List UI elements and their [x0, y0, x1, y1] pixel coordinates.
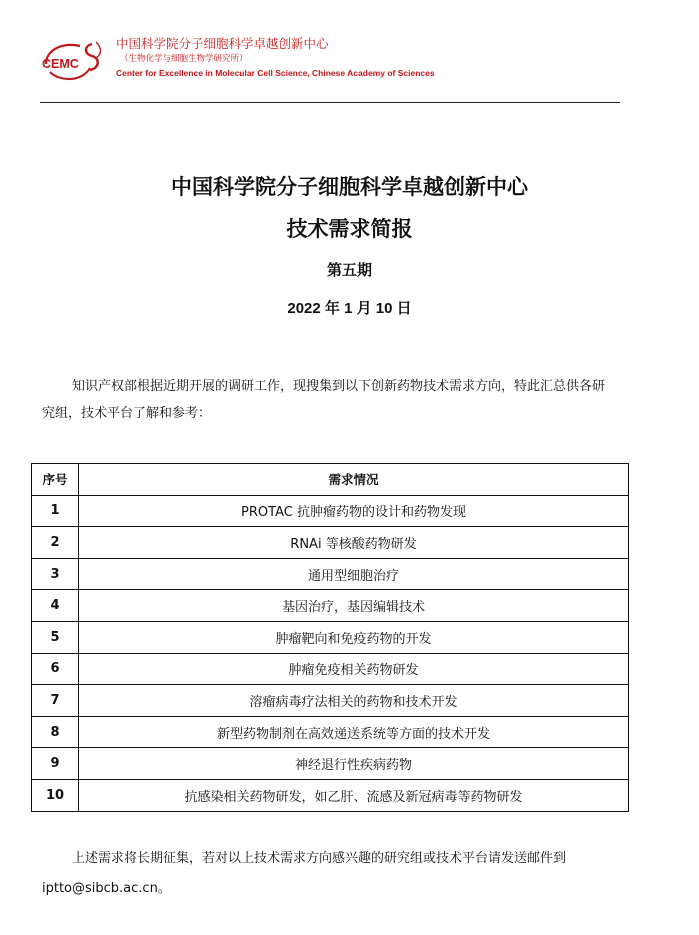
row-number: 5 — [32, 621, 79, 653]
org-name-en: Center for Excellence in Molecular Cell Science, Chinese Academy of Sciences — [116, 68, 435, 78]
table-row — [32, 527, 629, 559]
column-header-number: 序号 — [32, 464, 79, 496]
table-row — [32, 653, 629, 685]
table-row — [32, 621, 629, 653]
row-demand: 肿瘤靶向和免疫药物的开发 — [79, 621, 629, 653]
org-name-sub: （生物化学与细胞生物学研究所） — [120, 54, 248, 64]
issue-date: 2022 年 1 月 10 日 — [287, 300, 412, 317]
column-header-demand: 需求情况 — [79, 464, 629, 496]
demand-table — [31, 463, 629, 812]
intro-paragraph: 知识产权部根据近期开展的调研工作，现搜集到以下创新药物技术需求方向，特此汇总供各研究组，技术平台了解和参考： — [42, 379, 606, 421]
row-demand: RNAi 等核酸药物研发 — [79, 527, 629, 559]
row-number: 8 — [32, 716, 79, 748]
table-row — [32, 748, 629, 780]
document-title: 技术需求简报 — [286, 217, 413, 241]
issue-number: 第五期 — [326, 261, 372, 279]
row-demand: 抗感染相关药物研发，如乙肝、流感及新冠病毒等药物研发 — [79, 779, 629, 811]
table-row — [32, 590, 629, 622]
table-row — [32, 685, 629, 717]
row-number: 10 — [32, 779, 79, 811]
row-demand: 肿瘤免疫相关药物研发 — [79, 653, 629, 685]
table-row — [32, 558, 629, 590]
row-demand: 基因治疗，基因编辑技术 — [79, 590, 629, 622]
table-header-row — [32, 464, 629, 496]
header-divider — [40, 102, 620, 103]
logo-text: CEMC — [42, 57, 79, 71]
row-number: 3 — [32, 558, 79, 590]
row-number: 4 — [32, 590, 79, 622]
table-row — [32, 495, 629, 527]
row-demand: 溶瘤病毒疗法相关的药物和技术开发 — [79, 685, 629, 717]
org-name-cn: 中国科学院分子细胞科学卓越创新中心 — [116, 36, 329, 51]
row-number: 9 — [32, 748, 79, 780]
row-demand: 新型药物制剂在高效递送系统等方面的技术开发 — [79, 716, 629, 748]
row-demand: 神经退行性疾病药物 — [79, 748, 629, 780]
row-number: 1 — [32, 495, 79, 527]
closing-paragraph: 上述需求将长期征集，若对以上技术需求方向感兴趣的研究组或技术平台请发送邮件到 iptto@sibcb.ac.cn。 — [42, 851, 567, 896]
table-row — [32, 716, 629, 748]
table-body — [32, 495, 629, 811]
row-number: 7 — [32, 685, 79, 717]
table-row — [32, 779, 629, 811]
row-demand: PROTAC 抗肿瘤药物的设计和药物发现 — [79, 495, 629, 527]
row-demand: 通用型细胞治疗 — [79, 558, 629, 590]
letterhead — [40, 32, 620, 104]
cemc-logo — [40, 38, 108, 86]
row-number: 2 — [32, 527, 79, 559]
row-number: 6 — [32, 653, 79, 685]
document-title-org: 中国科学院分子细胞科学卓越创新中心 — [171, 175, 528, 199]
